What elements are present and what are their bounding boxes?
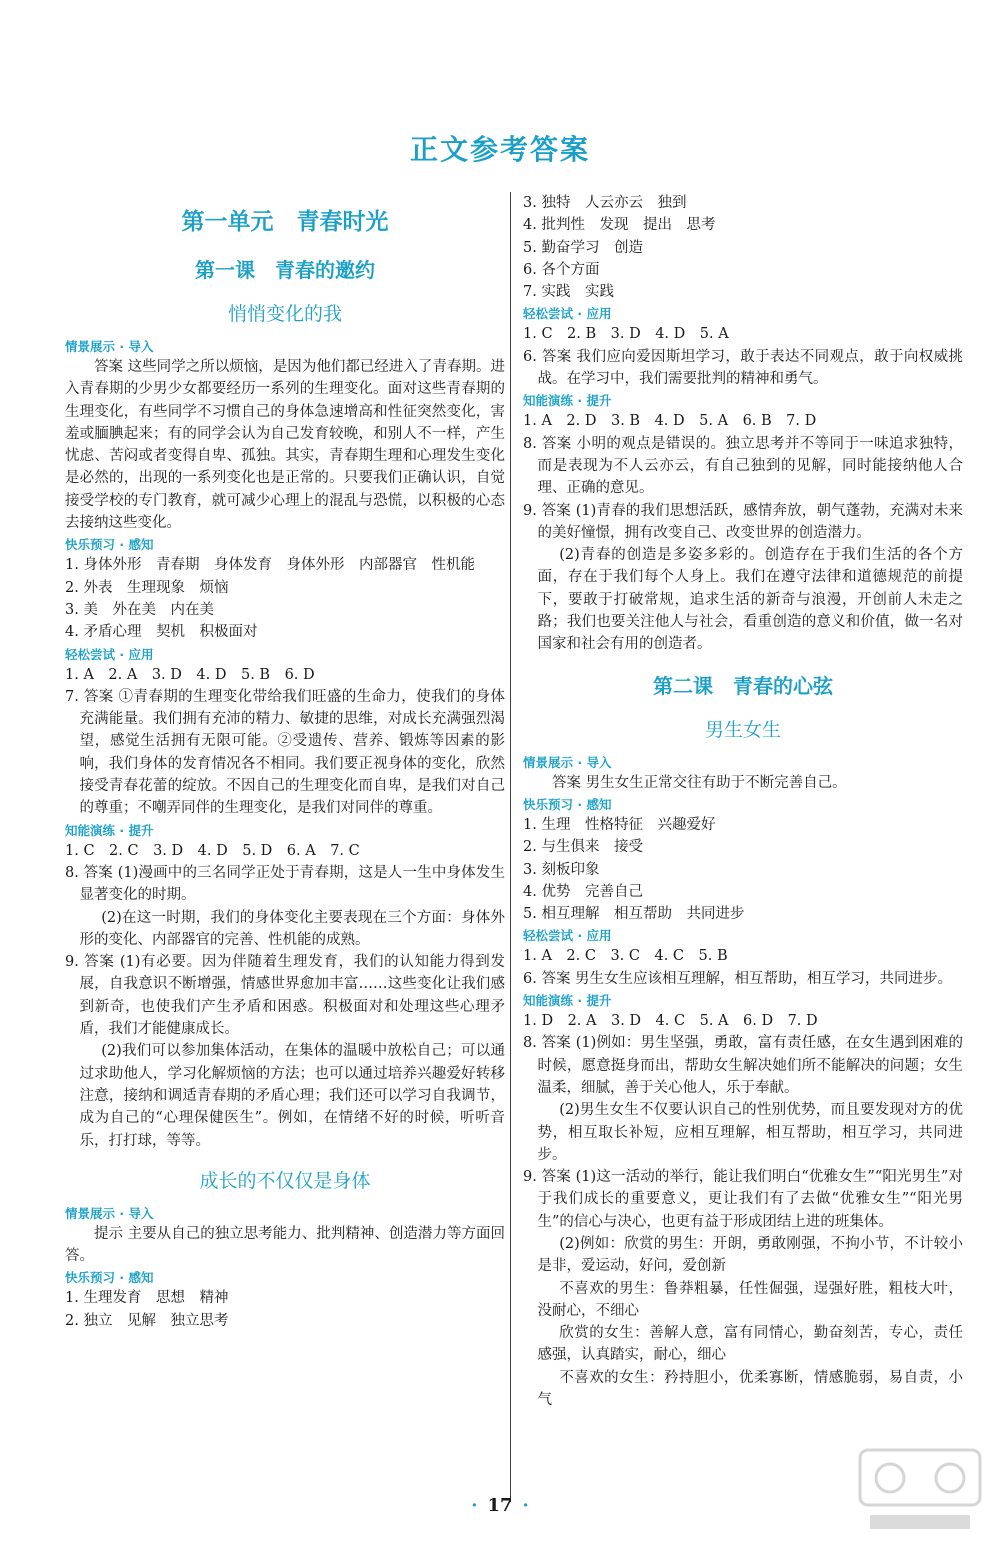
answer-paragraph: (2)男生女生不仅要认识自己的性别优势，而且要发现对方的优势，相互取长补短，应相互理解，相互帮助，相互学习，共同进步。 <box>537 1102 963 1163</box>
answer-paragraph: (2)例如：欣赏的男生：开朗，勇敢刚强，不拘小节，不计较小是非，爱运动，好问，爱创新 <box>537 1235 963 1275</box>
lesson-heading: 第一课 青春的邀约 <box>195 258 375 282</box>
answer-paragraph: 不喜欢的男生：鲁莽粗暴，任性倔强，逞强好胜，粗枝大叶，没耐心，不细心 <box>537 1280 963 1319</box>
topic-heading: 悄悄变化的我 <box>227 303 342 325</box>
section-label: 快乐预习 · 感知 <box>523 796 612 812</box>
answer-line: 5. 勤奋学习 创造 <box>523 239 643 256</box>
page-number: · 17 · <box>471 1495 529 1516</box>
page-number-text: 17 <box>487 1495 513 1516</box>
section-label: 知能演练 · 提升 <box>65 822 154 838</box>
answer-paragraph: 6. 答案 我们应向爱因斯坦学习，敢于表达不同观点，敢于向权威挑战。在学习中，我们需要批判的精神和勇气。 <box>523 348 963 388</box>
answer-line: 4. 批判性 发现 提出 思考 <box>523 217 716 234</box>
answer-paragraph: 9. 答案 (1)有必要。因为伴随着生理发育，我们的认知能力得到发展，自我意识不断增强，情感世界愈加丰富……这些变化让我们感到新奇，也使我们产生矛盾和困惑。积极面对和处理这些心理矛盾，我们才能健康成长。 <box>65 954 505 1038</box>
answer-line: 3. 刻板印象 <box>523 861 600 878</box>
answer-paragraph: (2)青春的创造是多姿多彩的。创造存在于我们生活的各个方面，存在于我们每个人身上。我们在遵守法律和道德规范的前提下，要敢于打破常规，追求生活的新奇与浪漫，开创前人未走之路；我们也要关注他人与社会，看重创造的意义和价值，做一名对国家和社会有用的创造者。 <box>537 547 963 653</box>
answer-line: 1. A 2. A 3. D 4. D 5. B 6. D <box>65 666 315 683</box>
column-divider <box>510 192 511 1502</box>
section-label: 情景展示 · 导入 <box>65 1205 154 1221</box>
answer-line: 2. 与生俱来 接受 <box>523 839 643 856</box>
answer-paragraph: 9. 答案 (1)这一活动的举行，能让我们明白“优雅女生”“阳光男生”对于我们成长的重要意义，更让我们有了去做“优雅女生”“阳光男生”的信心与决心，也更有益于形成团结上进的班集体。 <box>523 1169 963 1230</box>
section-label: 快乐预习 · 感知 <box>65 1270 154 1286</box>
answer-line: 1. A 2. D 3. B 4. D 5. A 6. B 7. D <box>523 413 817 430</box>
answer-line: 1. C 2. B 3. D 4. D 5. A <box>523 326 729 343</box>
section-label: 情景展示 · 导入 <box>65 339 154 354</box>
answer-line: 7. 实践 实践 <box>523 284 614 301</box>
section-label: 快乐预习 · 感知 <box>65 537 154 553</box>
section-label: 轻松尝试 · 应用 <box>523 306 612 322</box>
section-label: 轻松尝试 · 应用 <box>65 646 154 662</box>
section-label: 轻松尝试 · 应用 <box>523 928 612 944</box>
answer-paragraph: 6. 答案 男生女生应该相互理解，相互帮助，相互学习，共同进步。 <box>523 970 953 987</box>
answer-paragraph: 8. 答案 (1)例如：男生坚强，勇敢，富有责任感，在女生遇到困难的时候，愿意挺身而出，帮助女生解决她们所不能解决的问题；女生温柔，细腻，善于关心他人，乐于奉献。 <box>523 1035 963 1096</box>
answer-line: 2. 独立 见解 独立思考 <box>65 1312 229 1329</box>
answer-paragraph: 不喜欢的女生：矜持胆小，优柔寡断，情感脆弱，易自责，小气 <box>537 1369 963 1409</box>
answer-paragraph: 答案 这些同学之所以烦恼，是因为他们都已经进入了青春期。进入青春期的少男少女都要经历一系列的生理变化。面对这些青春期的生理变化，有些同学不习惯自己的身体急速增高和性征突然变化，害羞或腼腆起来；有的同学会认为自己发育较晚，和别人不一样，产生忧虑、苦闷或者变得自卑、孤独。其实，青春期生理和心理发生变化是必然的，出现的一系列变化也是正常的。只要我们正确认识，自觉接受学校的专门教育，就可减少心理上的混乱与恐慌，以积极的心态去接纳这些变化。 <box>65 359 505 532</box>
answer-line: 1. 身体外形 青春期 身体发育 身体外形 内部器官 性机能 <box>65 557 475 574</box>
answer-line: 1. A 2. C 3. C 4. C 5. B <box>523 948 728 965</box>
answer-paragraph: 9. 答案 (1)青春的我们思想活跃，感情奔放，朝气蓬勃，充满对未来的美好憧憬，拥有改变自己、改变世界的创造潜力。 <box>523 502 963 541</box>
lesson-heading: 第二课 青春的心弦 <box>653 673 833 698</box>
topic-heading: 成长的不仅仅是身体 <box>199 1169 371 1192</box>
unit-heading: 第一单元 青春时光 <box>181 208 389 235</box>
right-column <box>523 192 963 1411</box>
answer-paragraph: 提示 主要从自己的独立思考能力、批判精神、创造潜力等方面回答。 <box>65 1225 505 1265</box>
answer-line: 3. 独特 人云亦云 独到 <box>523 195 687 211</box>
page-title: 正文参考答案 <box>409 133 590 166</box>
answer-paragraph: 7. 答案 ①青春期的生理变化带给我们旺盛的生命力，使我们的身体充满能量。我们拥有充沛的精力、敏捷的思维，对成长充满强烈渴望，感觉生活拥有无限可能。②受遗传、营养、锻炼等因素的影响，我们身体的发育情况各不相同。我们要正视身体的变化，欣然接受青春花蕾的绽放。不因自己的生理变化而自卑，是我们对自己的尊重；不嘲弄同伴的生理变化，是我们对同伴的尊重。 <box>65 688 505 817</box>
left-column <box>65 195 505 1332</box>
answer-line: 1. D 2. A 3. D 4. C 5. A 6. D 7. D <box>523 1013 818 1030</box>
answer-paragraph: (2)在这一时期，我们的身体变化主要表现在三个方面：身体外形的变化、内部器官的完善、性机能的成熟。 <box>79 909 505 948</box>
answer-line: 4. 优势 完善自己 <box>523 883 643 900</box>
section-label: 知能演练 · 提升 <box>523 393 612 409</box>
answer-line: 1. 生理 性格特征 兴趣爱好 <box>523 816 716 833</box>
answer-line: 6. 各个方面 <box>523 261 600 278</box>
answer-paragraph: 欣赏的女生：善解人意，富有同情心，勤奋刻苦，专心，责任感强，认真踏实，耐心，细心 <box>537 1325 963 1364</box>
answer-line: 5. 相互理解 相互帮助 共同进步 <box>523 906 745 923</box>
answer-paragraph: 8. 答案 小明的观点是错误的。独立思考并不等同于一味追求独特，而是表现为不人云亦云，有自己独到的见解，同时能接纳他人合理、正确的意见。 <box>523 435 963 497</box>
topic-heading: 男生女生 <box>704 718 781 741</box>
answer-paragraph: 答案 男生女生正常交往有助于不断完善自己。 <box>552 774 847 791</box>
watermark-logo <box>850 1440 990 1540</box>
answer-line: 2. 外表 生理现象 烦恼 <box>65 579 229 596</box>
answer-line: 1. 生理发育 思想 精神 <box>65 1290 229 1307</box>
answer-line: 1. C 2. C 3. D 4. D 5. D 6. A 7. C <box>65 842 360 859</box>
section-label: 知能演练 · 提升 <box>523 993 612 1009</box>
section-label: 情景展示 · 导入 <box>523 754 612 770</box>
answer-paragraph: 8. 答案 (1)漫画中的三名同学正处于青春期，这是人一生中身体发生显著变化的时期。 <box>65 864 505 904</box>
answer-paragraph: (2)我们可以参加集体活动，在集体的温暖中放松自己；可以通过求助他人，学习化解烦恼的方法；也可以通过培养兴趣爱好转移注意，接纳和调适青春期的矛盾心理；我们还可以学习自我调节，成为自己的“心理保健医生”。例如，在情绪不好的时候，听听音乐，打打球，等等。 <box>79 1043 505 1149</box>
answer-line: 4. 矛盾心理 契机 积极面对 <box>65 624 258 641</box>
answer-line: 3. 美 外在美 内在美 <box>65 601 214 618</box>
